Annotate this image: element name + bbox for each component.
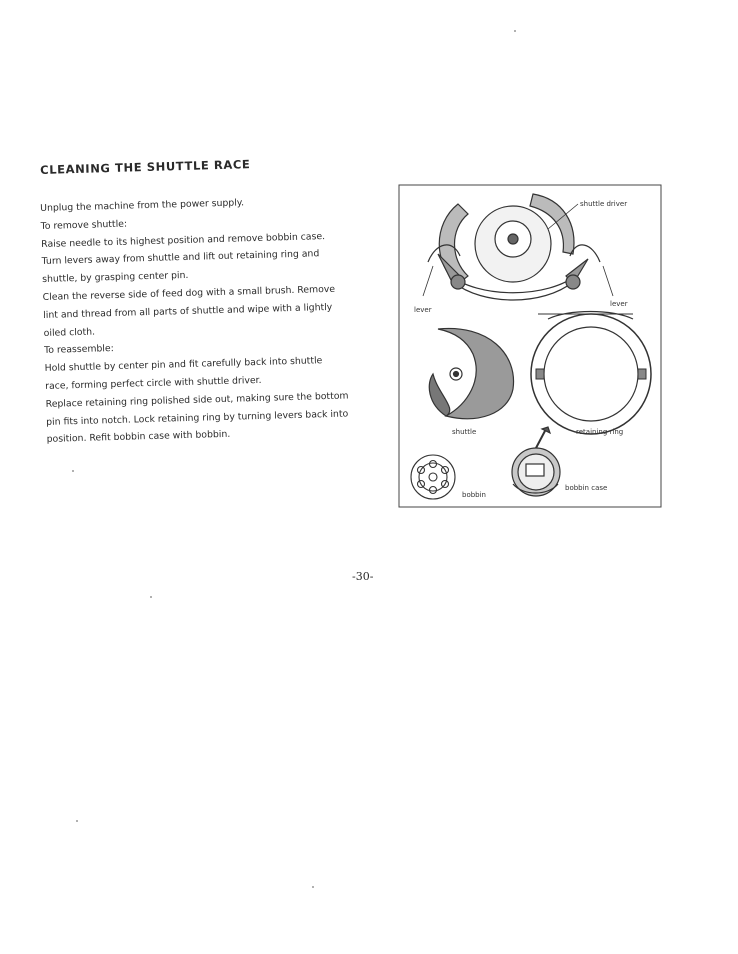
scan-speck: [514, 30, 516, 32]
instruction-line: lint and thread from all parts of shuttle and wipe with a lightly: [43, 301, 333, 321]
instruction-line: Clean the reverse side of feed dog with a small brush. Remove: [42, 283, 336, 303]
instruction-line: pin fits into notch. Lock retaining ring by turning levers back into: [46, 408, 349, 428]
instruction-line: Replace retaining ring polished side out, making sure the bottom: [45, 390, 349, 410]
page-number: -30-: [352, 570, 374, 583]
label-bobbin: bobbin: [462, 491, 486, 499]
section-heading: CLEANING THE SHUTTLE RACE: [40, 157, 251, 177]
scan-speck: [312, 886, 314, 888]
instruction-line: Turn levers away from shuttle and lift out retaining ring and: [41, 248, 320, 268]
bobbin-drawing: [411, 455, 455, 499]
label-lever-left: lever: [414, 306, 432, 314]
retaining-ring-drawing: [531, 312, 651, 435]
shuttle-race-figure: [398, 184, 662, 508]
instruction-line: race, forming perfect circle with shuttle driver.: [45, 374, 262, 392]
instruction-line: shuttle, by grasping center pin.: [42, 270, 189, 286]
label-shuttle: shuttle: [452, 428, 477, 436]
scan-speck: [72, 470, 74, 472]
shuttle-illustration: [398, 184, 662, 508]
scan-speck: [76, 820, 78, 822]
label-bobbin-case: bobbin case: [565, 484, 608, 492]
label-shuttle-driver: shuttle driver: [580, 200, 628, 208]
instructions-text: [40, 191, 387, 450]
bobbin-case-drawing: [512, 427, 560, 496]
scan-speck: [150, 596, 152, 598]
label-lever-right: lever: [610, 300, 628, 308]
shuttle-race-drawing: [423, 194, 613, 300]
label-retaining-ring: retaining ring: [576, 428, 624, 436]
instruction-line: To remove shuttle:: [40, 218, 128, 232]
instruction-line: oiled cloth.: [43, 326, 96, 339]
instruction-line: Raise needle to its highest position and remove bobbin case.: [41, 230, 326, 250]
instruction-line: To reassemble:: [44, 343, 114, 357]
shuttle-drawing: [429, 328, 513, 418]
instruction-line: Unplug the machine from the power supply.: [40, 197, 245, 214]
instruction-line: position. Refit bobbin case with bobbin.: [46, 429, 231, 446]
instruction-line: Hold shuttle by center pin and fit carefully back into shuttle: [44, 355, 323, 375]
